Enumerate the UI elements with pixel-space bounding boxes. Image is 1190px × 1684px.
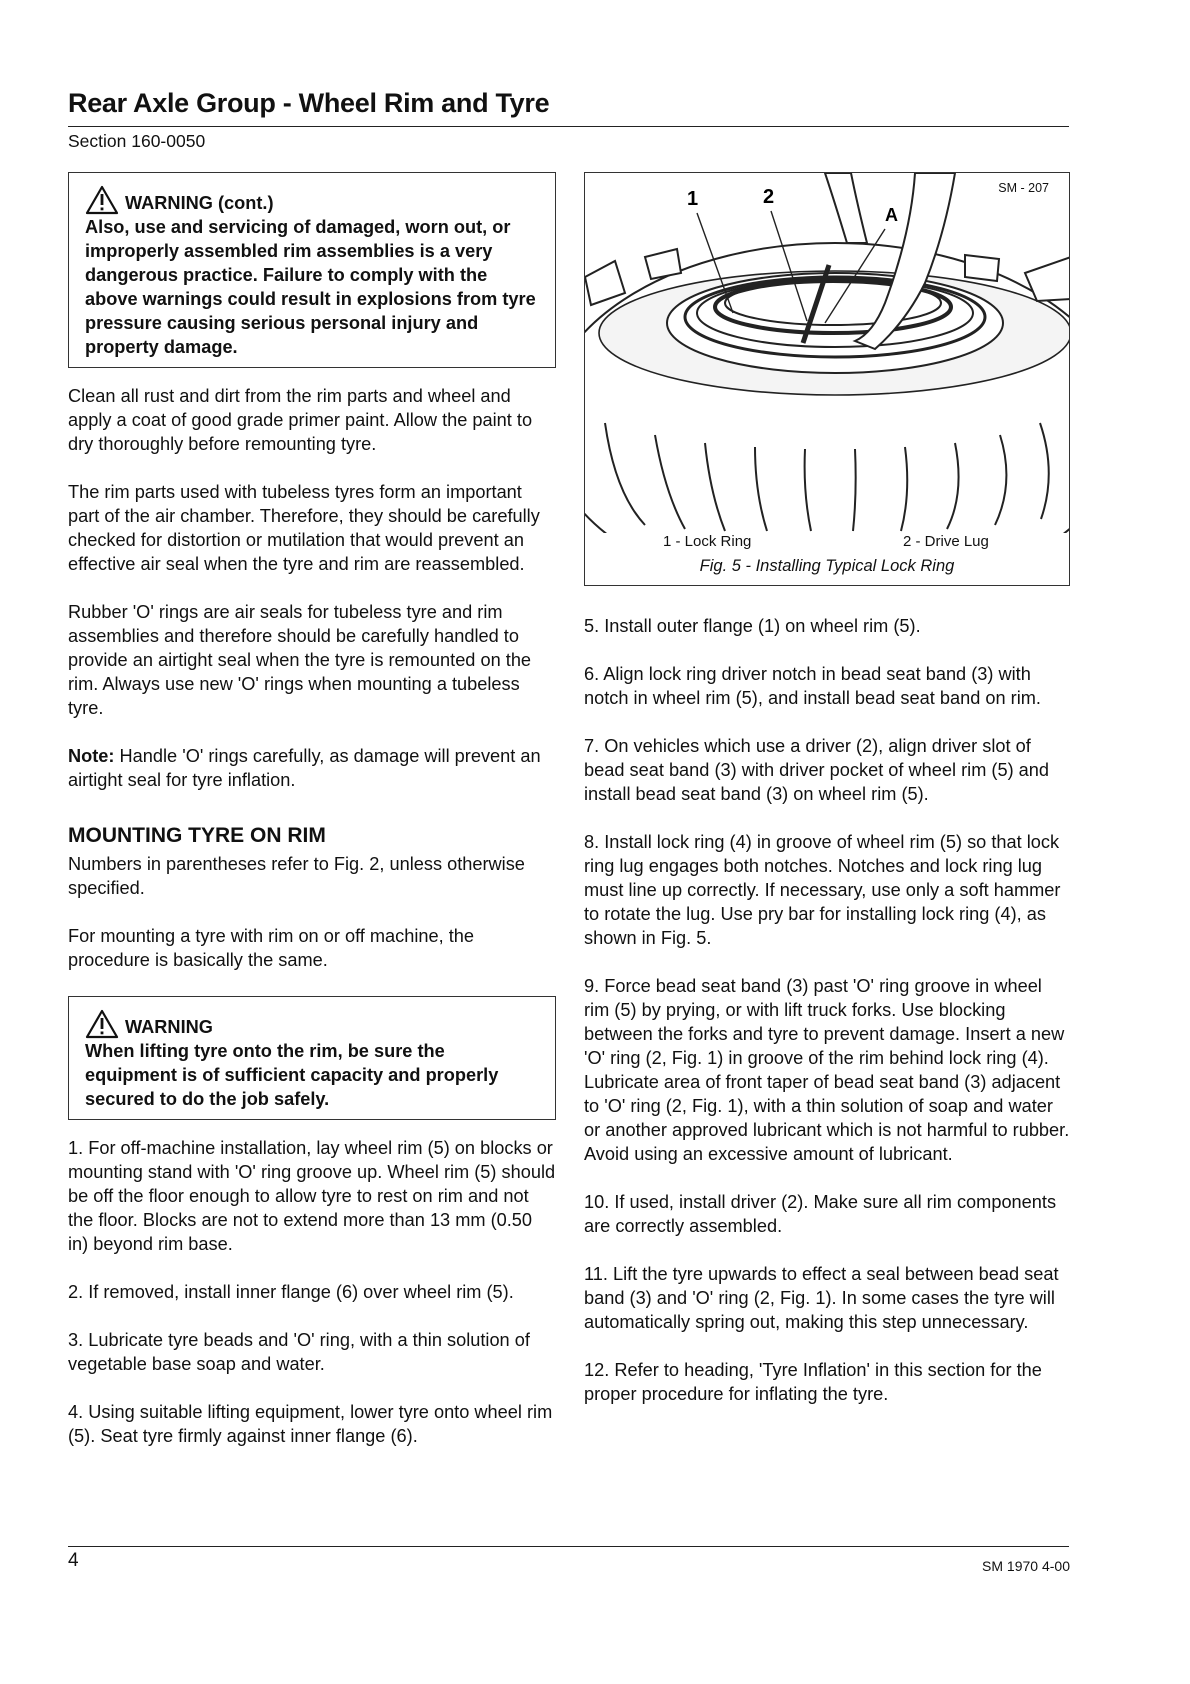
tyre-illustration <box>585 173 1070 533</box>
warning-body: When lifting tyre onto the rim, be sure the equipment is of sufficient capacity and properly secured to do the job safely. <box>85 1041 499 1109</box>
figure-label-lock-ring: 1 - Lock Ring <box>663 533 752 550</box>
paragraph-numbers-ref: Numbers in parentheses refer to Fig. 2, unless otherwise specified. <box>68 854 525 898</box>
callout-1: 1 <box>687 188 699 210</box>
paragraph-rim-parts: The rim parts used with tubeless tyres form an important part of the air chamber. Therefore, they should be carefully checked for distortion or mutilation that would prevent an effective air seal when the tyre and rim are reassembled. <box>68 482 540 574</box>
paragraph-clean-rust: Clean all rust and dirt from the rim parts and wheel and apply a coat of good grade primer paint. Allow the paint to dry thoroughly before remounting tyre. <box>68 386 533 454</box>
note-text: Handle 'O' rings carefully, as damage will prevent an airtight seal for tyre inflation. <box>68 746 541 790</box>
step-11: 11. Lift the tyre upwards to effect a seal between bead seat band (3) and 'O' ring (2, Fig. 1). In some cases the tyre will automatically spring out, making this step unnecessary. <box>584 1264 1059 1332</box>
step-3: 3. Lubricate tyre beads and 'O' ring, with a thin solution of vegetable base soap and water. <box>68 1330 530 1374</box>
step-2: 2. If removed, install inner flange (6) over wheel rim (5). <box>68 1282 514 1302</box>
warning-box-cont <box>68 172 556 368</box>
step-5: 5. Install outer flange (1) on wheel rim (5). <box>584 616 921 636</box>
paragraph-o-rings: Rubber 'O' rings are air seals for tubeless tyre and rim assemblies and therefore should be carefully handled to provide an airtight seal when the tyre is remounted on the rim. Always use new 'O' rings when mounting a tubeless tyre. <box>68 602 532 718</box>
note-label: Note: <box>68 746 115 766</box>
figure-code: SM - 207 <box>998 181 1049 195</box>
callout-a: A <box>885 205 898 225</box>
page-title: Rear Axle Group - Wheel Rim and Tyre <box>68 88 550 118</box>
warning-body: Also, use and servicing of damaged, worn out, or improperly assembled rim assemblies is a very dangerous practice. Failure to comply with the above warnings could result in explosions from tyre pressure causing serious personal injury and property damage. <box>85 217 536 357</box>
callout-2: 2 <box>763 186 775 208</box>
step-12: 12. Refer to heading, 'Tyre Inflation' in this section for the proper procedure for inflating the tyre. <box>584 1360 1042 1404</box>
warning-triangle-icon <box>85 185 119 215</box>
right-column <box>584 614 1070 1430</box>
header-rule <box>68 126 1069 127</box>
figure-label-drive-lug: 2 - Drive Lug <box>903 533 989 550</box>
section-number: Section 160-0050 <box>68 131 206 151</box>
step-8: 8. Install lock ring (4) in groove of wheel rim (5) so that lock ring lug engages both notches. Notches and lock ring lug must line up correctly. If necessary, use only a soft hammer to rotate the lug. Use pry bar for installing lock ring (4), as shown in Fig. 5. <box>584 832 1061 948</box>
warning-box-lifting <box>68 996 556 1120</box>
warning-heading <box>85 185 539 215</box>
warning-heading-text: WARNING (cont.) <box>125 193 274 213</box>
step-1: 1. For off-machine installation, lay wheel rim (5) on blocks or mounting stand with 'O' ring groove up. Wheel rim (5) should be off the floor enough to allow tyre to rest on rim and not the floor. Blocks are not to extend more than 13 mm (0.50 in) beyond rim base. <box>68 1138 556 1254</box>
step-7: 7. On vehicles which use a driver (2), align driver slot of bead seat band (3) with driver pocket of wheel rim (5) and install bead seat band (3) on wheel rim (5). <box>584 736 1050 804</box>
step-4: 4. Using suitable lifting equipment, lower tyre onto wheel rim (5). Seat tyre firmly against inner flange (6). <box>68 1402 553 1446</box>
step-10: 10. If used, install driver (2). Make sure all rim components are correctly assembled. <box>584 1192 1057 1236</box>
footer-rule <box>68 1546 1069 1547</box>
warning-heading <box>85 1009 539 1039</box>
left-column <box>68 172 556 1472</box>
document-code: SM 1970 4-00 <box>982 1558 1070 1574</box>
note-paragraph <box>68 744 556 792</box>
page-number: 4 <box>68 1550 79 1571</box>
warning-heading-text: WARNING <box>125 1017 213 1037</box>
figure-lock-ring <box>584 172 1070 586</box>
step-9: 9. Force bead seat band (3) past 'O' ring groove in wheel rim (5) by prying, or with lift truck forks. Use blocking between the forks and tyre to prevent damage. Insert a new 'O' ring (2, Fig. 1) in groove of the rim behind lock ring (4). Lubricate area of front taper of bead seat band (3) adjacent to 'O' ring (2, Fig. 1), with a thin solution of soap and water or another approved lubricant which is not harmful to rubber. Avoid using an excessive amount of lubricant. <box>584 976 1070 1164</box>
mounting-heading: MOUNTING TYRE ON RIM <box>68 824 326 847</box>
step-6: 6. Align lock ring driver notch in bead seat band (3) with notch in wheel rim (5), and install bead seat band on rim. <box>584 664 1041 708</box>
figure-caption: Fig. 5 - Installing Typical Lock Ring <box>699 557 955 575</box>
paragraph-procedure: For mounting a tyre with rim on or off machine, the procedure is basically the same. <box>68 926 475 970</box>
warning-triangle-icon <box>85 1009 119 1039</box>
